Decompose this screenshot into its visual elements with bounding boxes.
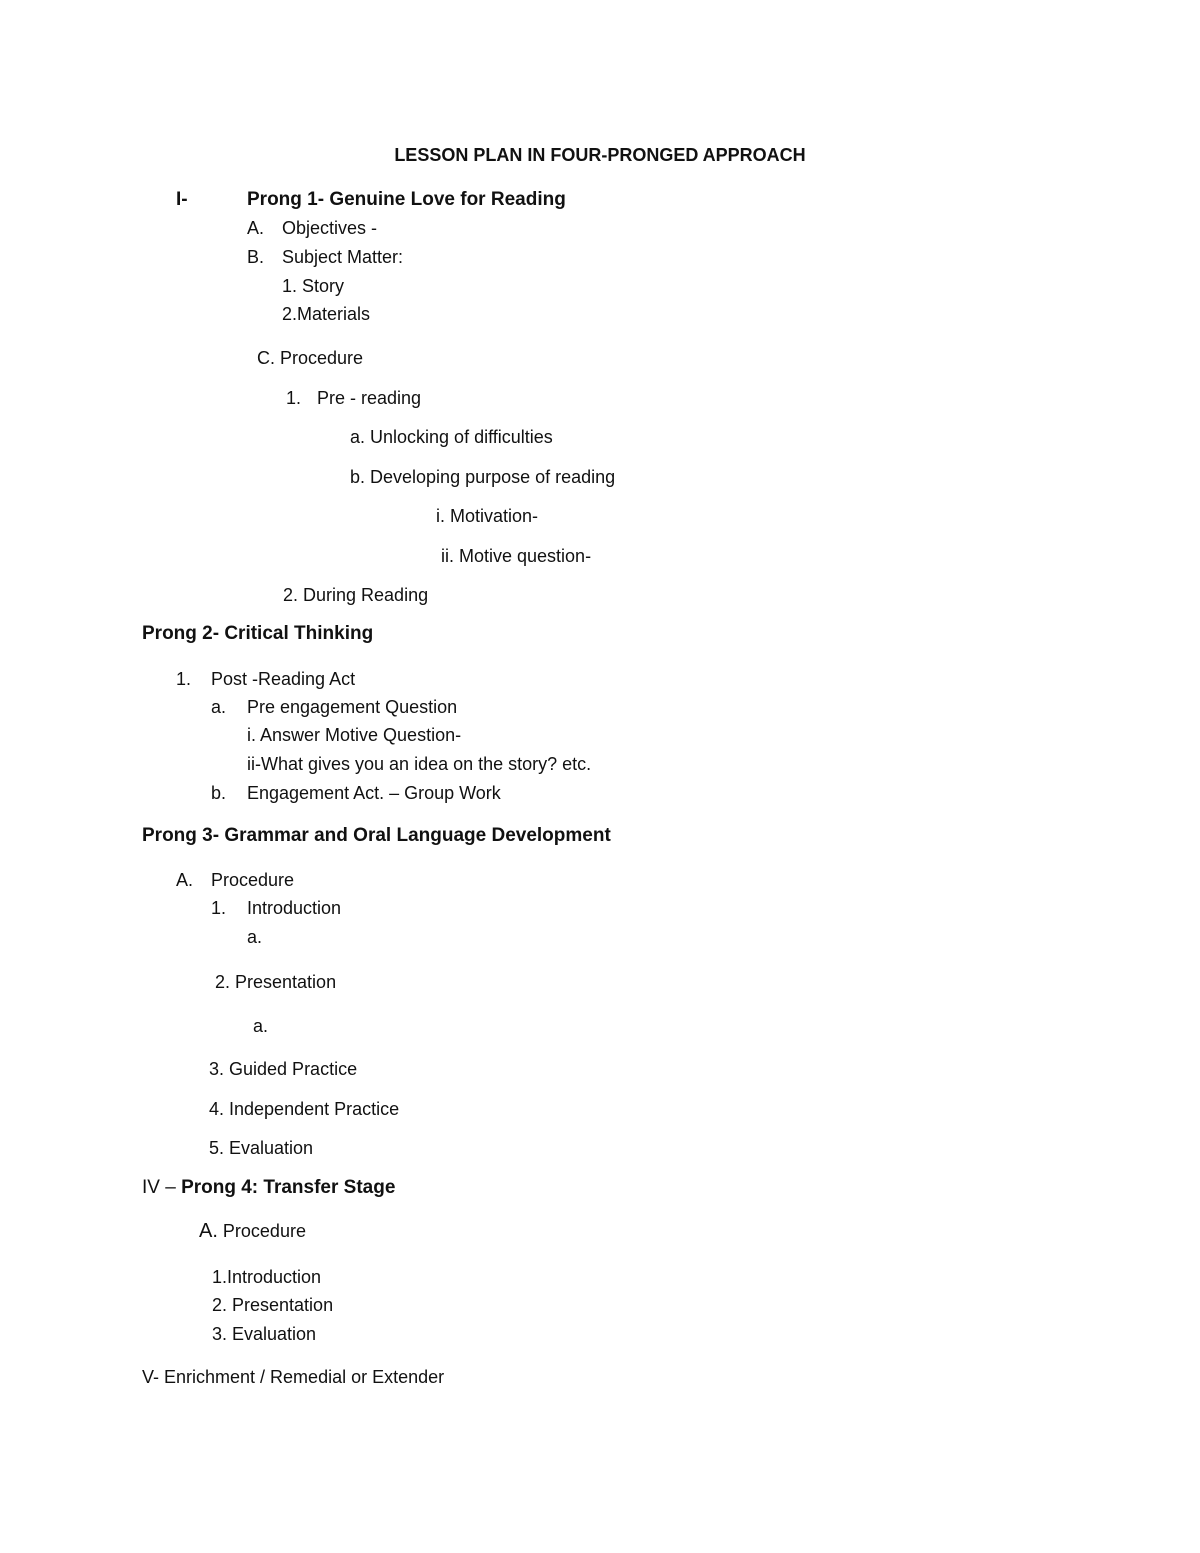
pre-reading-item: Pre - reading: [317, 388, 422, 408]
document-title: LESSON PLAN IN FOUR-PRONGED APPROACH: [394, 145, 806, 165]
motive-question-item: ii. Motive question-: [441, 546, 592, 566]
prong1-b-marker: B.: [247, 247, 265, 267]
pre-engagement-item: Pre engagement Question: [247, 697, 458, 717]
prong3-procedure-item: Procedure: [211, 870, 295, 890]
prong2-a-marker: a.: [211, 697, 227, 717]
introduction-item: Introduction: [247, 898, 342, 918]
prong4-procedure-item: Procedure: [217, 1221, 306, 1241]
unlocking-item: a. Unlocking of difficulties: [350, 427, 553, 447]
answer-motive-item: i. Answer Motive Question-: [247, 725, 462, 745]
post-reading-item: Post -Reading Act: [211, 669, 356, 689]
during-reading-item: 2. During Reading: [283, 585, 429, 605]
materials-item: 2.Materials: [282, 304, 371, 324]
prong4-procedure: [199, 1220, 306, 1242]
prong4-numeral: IV –: [142, 1177, 182, 1198]
prong3-a-marker: A.: [176, 870, 194, 890]
objectives-item: Objectives -: [282, 218, 378, 238]
pre-reading-marker: 1.: [286, 388, 302, 408]
enrichment-item: V- Enrichment / Remedial or Extender: [142, 1367, 445, 1387]
prong1-heading: Prong 1- Genuine Love for Reading: [247, 189, 566, 210]
subject-matter-item: Subject Matter:: [282, 247, 404, 267]
prong1-a-marker: A.: [247, 218, 265, 238]
prong4-evaluation-item: 3. Evaluation: [212, 1324, 317, 1344]
presentation-sub-a: a.: [253, 1016, 269, 1036]
prong4-presentation-item: 2. Presentation: [212, 1295, 334, 1315]
prong4-introduction-item: 1.Introduction: [212, 1267, 322, 1287]
introduction-marker: 1.: [211, 898, 227, 918]
what-gives-item: ii-What gives you an idea on the story? etc.: [247, 754, 592, 774]
independent-practice-item: 4. Independent Practice: [209, 1099, 400, 1119]
introduction-sub-a: a.: [247, 927, 263, 947]
prong4-title: [142, 1177, 395, 1199]
presentation-item: 2. Presentation: [215, 972, 337, 992]
prong4-a-marker: A.: [199, 1220, 218, 1242]
motivation-item: i. Motivation-: [436, 506, 539, 526]
evaluation-item: 5. Evaluation: [209, 1138, 314, 1158]
procedure-item: C. Procedure: [257, 348, 364, 368]
prong2-heading: Prong 2- Critical Thinking: [142, 623, 374, 644]
prong3-heading: Prong 3- Grammar and Oral Language Development: [142, 825, 611, 846]
prong1-numeral: I-: [176, 189, 188, 210]
developing-item: b. Developing purpose of reading: [350, 467, 616, 487]
prong2-b-marker: b.: [211, 783, 227, 803]
prong4-heading: Prong 4: Transfer Stage: [181, 1177, 396, 1198]
post-reading-marker: 1.: [176, 669, 192, 689]
story-item: 1. Story: [282, 276, 345, 296]
guided-practice-item: 3. Guided Practice: [209, 1059, 358, 1079]
engagement-act-item: Engagement Act. – Group Work: [247, 783, 501, 803]
